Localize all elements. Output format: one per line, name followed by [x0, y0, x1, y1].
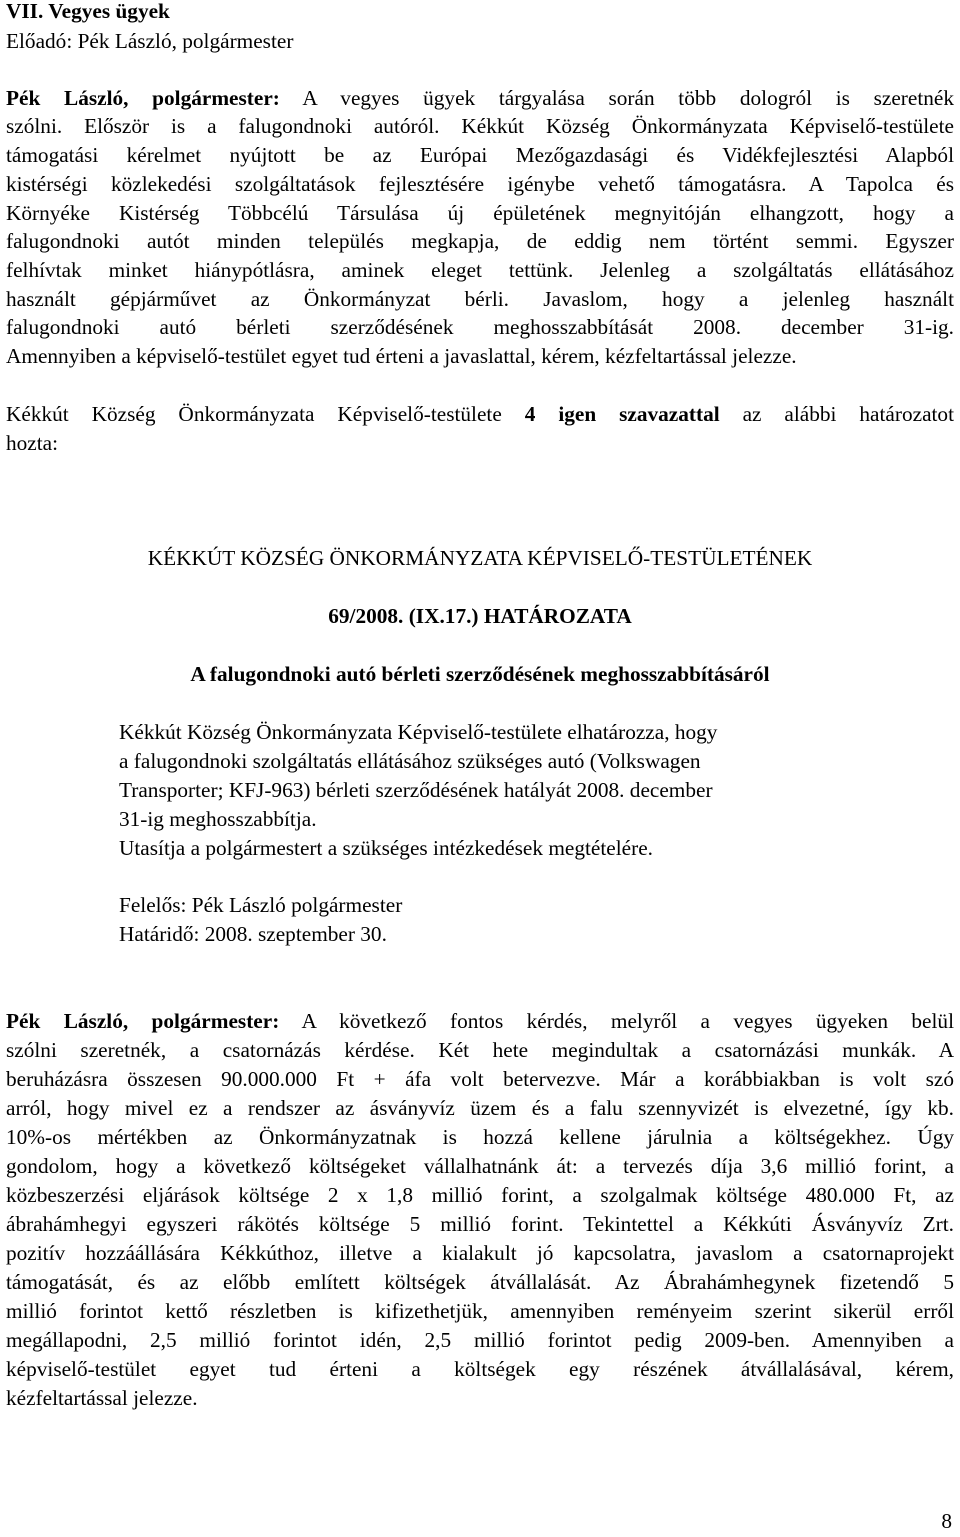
paragraph2-line-13: képviselő-testület egyet tud érteni a költségek egy részének átvállalásával, kérem,: [6, 1357, 954, 1381]
resolution-responsible: Felelős: Pék László polgármester: [119, 893, 403, 917]
paragraph1-line-1: Pék László, polgármester: A vegyes ügyek tárgyalása során több dologról is szeretnék: [6, 86, 955, 110]
page-number: 8: [941, 1509, 952, 1533]
resolution-body-title: KÉKKÚT KÖZSÉG ÖNKORMÁNYZATA KÉPVISELŐ-TESTÜLETÉNEK: [147, 546, 813, 570]
paragraph2-line-3: beruházásra összesen 90.000.000 Ft + áfa volt betervezve. Már a korábbiakban is volt szó: [6, 1067, 954, 1091]
speaker-label: Pék László, polgármester:: [6, 1009, 280, 1033]
paragraph2-line-12: megállapodni, 2,5 millió forintot idén, 2,5 millió forintot pedig 2009-ben. Amennyiben a: [6, 1328, 954, 1352]
resolution-line-1: Kékkút Község Önkormányzata Képviselő-testülete elhatározza, hogy: [119, 720, 718, 744]
resolution-line-2: a falugondnoki szolgáltatás ellátásához szükséges autó (Volkswagen: [119, 749, 701, 773]
paragraph1-line-8: használt gépjárművet az Önkormányzat bérli. Javaslom, hogy a jelenleg használt: [6, 287, 954, 311]
paragraph2-line-4: arról, hogy mivel ez a rendszer az ásványvíz üzem és a falu szennyvizét is elvezetné, így kb.: [6, 1096, 954, 1120]
presenter-line: Előadó: Pék László, polgármester: [6, 29, 294, 53]
paragraph2-line-9: pozitív hozzáállására Kékkúthoz, illetve a kialakult jó kapcsolatra, javaslom a csatornaprojekt: [6, 1241, 954, 1265]
resolution-subject: A falugondnoki autó bérleti szerződésének meghosszabbításáról: [190, 662, 770, 686]
resolution-number: 69/2008. (IX.17.) HATÁROZATA: [328, 604, 632, 628]
paragraph2-line-14: kézfeltartással jelezze.: [6, 1386, 198, 1410]
paragraph1-line-9: falugondnoki autó bérleti szerződésének meghosszabbítását 2008. december 31-ig.: [6, 315, 954, 339]
paragraph1-line-7: felhívtak minket hiánypótlásra, aminek eleget tettünk. Jelenleg a szolgáltatás ellátásához: [6, 258, 954, 282]
paragraph1-line-5: Környéke Kistérség Többcélú Társulása új épületének megnyitóján elhangzott, hogy a: [6, 201, 954, 225]
paragraph1-line-6: falugondnoki autót minden település megkapja, de eddig nem történt semmi. Egyszer: [6, 229, 954, 253]
resolution-deadline: Határidő: 2008. szeptember 30.: [119, 922, 387, 946]
vote-line: Kékkút Község Önkormányzata Képviselő-testülete 4 igen szavazattal az alábbi határozatot: [6, 402, 955, 426]
paragraph2-line-2: szólni szeretnék, a csatornázás kérdése. Két hete megindultak a csatornázási munkák. A: [6, 1038, 954, 1062]
paragraph1-line-4: kistérségi közlekedési szolgáltatások fejlesztésére igénybe vehető támogatásra. A Tapolca és: [6, 172, 954, 196]
paragraph1-line-2: szólni. Először is a falugondnoki autóról. Kékkút Község Önkormányzata Képviselő-testülete: [6, 114, 954, 138]
paragraph2-line-6: gondolom, hogy a következő költségeket vállalhatnánk át: a tervezés díja 3,6 millió forint, a: [6, 1154, 954, 1178]
resolution-line-3: Transporter; KFJ-963) bérleti szerződésének hatályát 2008. december: [119, 778, 713, 802]
paragraph1-line-10: Amennyiben a képviselő-testület egyet tud érteni a javaslattal, kérem, kézfeltartással jelezze.: [6, 344, 797, 368]
paragraph2-line-10: támogatását, és az előbb említett költségek átvállalását. Az Ábrahámhegynek fizetendő 5: [6, 1270, 954, 1294]
resolution-line-5: Utasítja a polgármestert a szükséges intézkedések megtételére.: [119, 836, 653, 860]
paragraph2-line-1: Pék László, polgármester: A következő fontos kérdés, melyről a vegyes ügyeken belül: [6, 1009, 954, 1033]
paragraph2-line-8: ábrahámhegyi egyszeri rákötés költsége 5 millió forint. Tekintettel a Kékkúti Ásványvíz Zrt.: [6, 1212, 954, 1236]
paragraph2-line-7: közbeszerzési eljárások költsége 2 x 1,8 millió forint, a szolgalmak költsége 480.000 Ft, az: [6, 1183, 954, 1207]
speaker-label: Pék László, polgármester:: [6, 86, 280, 110]
paragraph2-line-11: millió forintot kettő részletben is kifizethetjük, amennyiben reményeim szerint sikerül erről: [6, 1299, 954, 1323]
vote-count: 4 igen szavazattal: [524, 402, 720, 426]
paragraph2-line-5: 10%-os mértékben az Önkormányzatnak is hozzá kellene járulnia a költségekhez. Úgy: [6, 1125, 954, 1149]
resolution-line-4: 31-ig meghosszabbítja.: [119, 807, 317, 831]
paragraph1-line-3: támogatási kérelmet nyújtott be az Európai Mezőgazdasági és Vidékfejlesztési Alapból: [6, 143, 954, 167]
vote-line-2: hozta:: [6, 431, 59, 455]
section-title: VII. Vegyes ügyek: [6, 0, 170, 23]
